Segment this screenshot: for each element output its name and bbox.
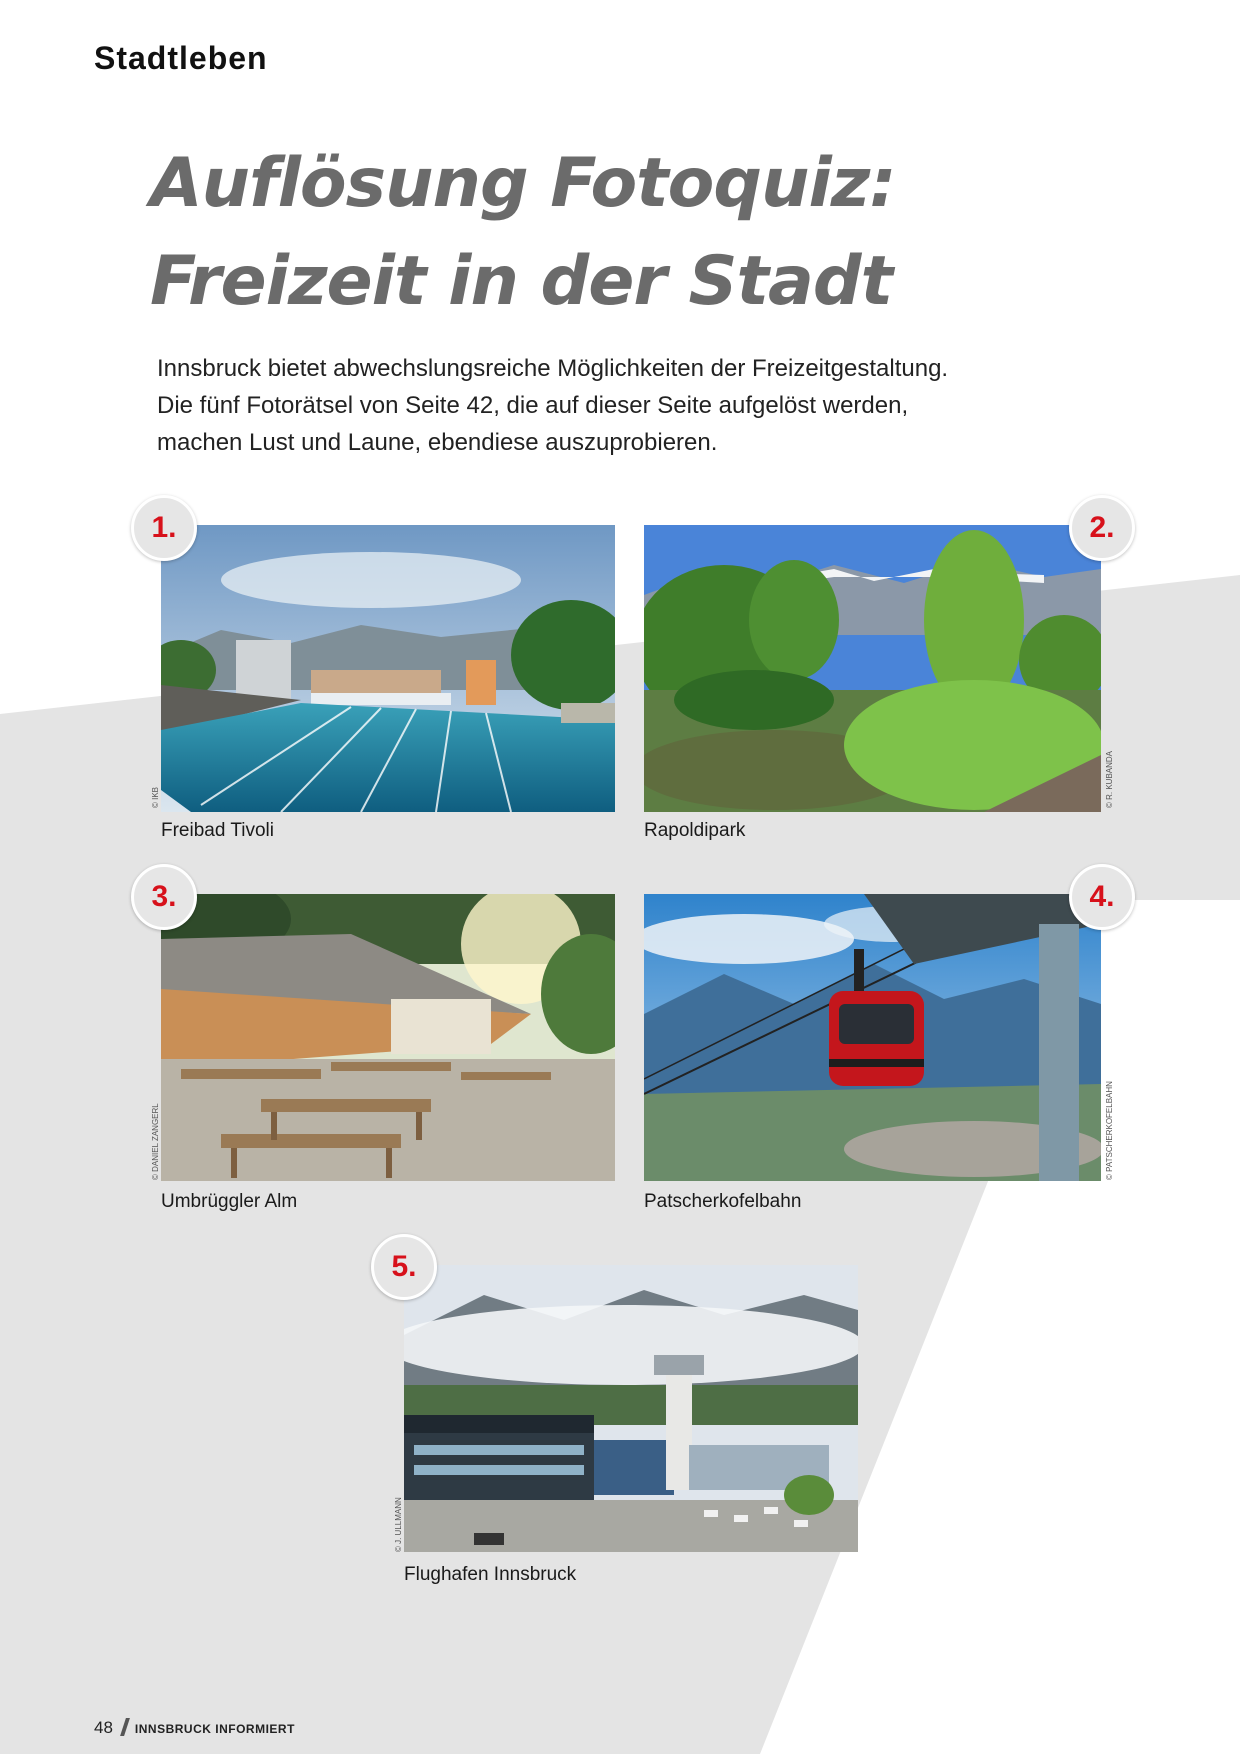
photo-patscherkofelbahn [644,894,1101,1181]
page-footer [94,1718,295,1738]
intro-line: Innsbruck bietet abwechslungsreiche Möglichkeiten der Freizeitgestaltung. [157,355,949,382]
photo-flughafen-innsbruck [404,1265,858,1552]
intro-line: machen Lust und Laune, ebendiese auszuprobieren. [157,429,718,456]
photo-caption: Patscherkofelbahn [644,1191,802,1212]
photo-caption: Umbrüggler Alm [161,1191,298,1212]
photo-caption: Flughafen Innsbruck [404,1564,577,1585]
photo-credit: © IKB [151,786,160,808]
title-line-2: Freizeit in der Stadt [150,242,893,321]
page-number: 48 [94,1718,113,1737]
slash-divider [120,1718,130,1736]
photo-rapoldipark [644,525,1101,812]
photo-number-badge: 4. [1069,864,1135,930]
publication-name: INNSBRUCK INFORMIERT [134,1722,295,1736]
intro-text [157,350,1017,461]
photo-credit: © J. ULLMANN [394,1497,403,1552]
photo-credit: © PATSCHERKOFELBAHN [1105,1081,1114,1180]
intro-line: Die fünf Fotorätsel von Seite 42, die auf dieser Seite aufgelöst werden, [157,392,909,419]
photo-number-badge: 5. [371,1234,437,1300]
photo-number-badge: 2. [1069,495,1135,561]
page-title [150,135,896,331]
title-line-1: Auflösung Fotoquiz: [150,144,896,223]
photo-caption: Freibad Tivoli [161,820,274,841]
photo-caption: Rapoldipark [644,820,746,841]
photo-number-badge: 3. [131,864,197,930]
section-label: Stadtleben [94,40,268,76]
photo-umbruggler-alm [161,894,615,1181]
photo-credit: © R. KUBANDA [1105,750,1114,808]
photo-number-badge: 1. [131,495,197,561]
photo-freibad-tivoli [161,525,615,812]
photo-credit: © DANIEL ZANGERL [151,1103,160,1180]
